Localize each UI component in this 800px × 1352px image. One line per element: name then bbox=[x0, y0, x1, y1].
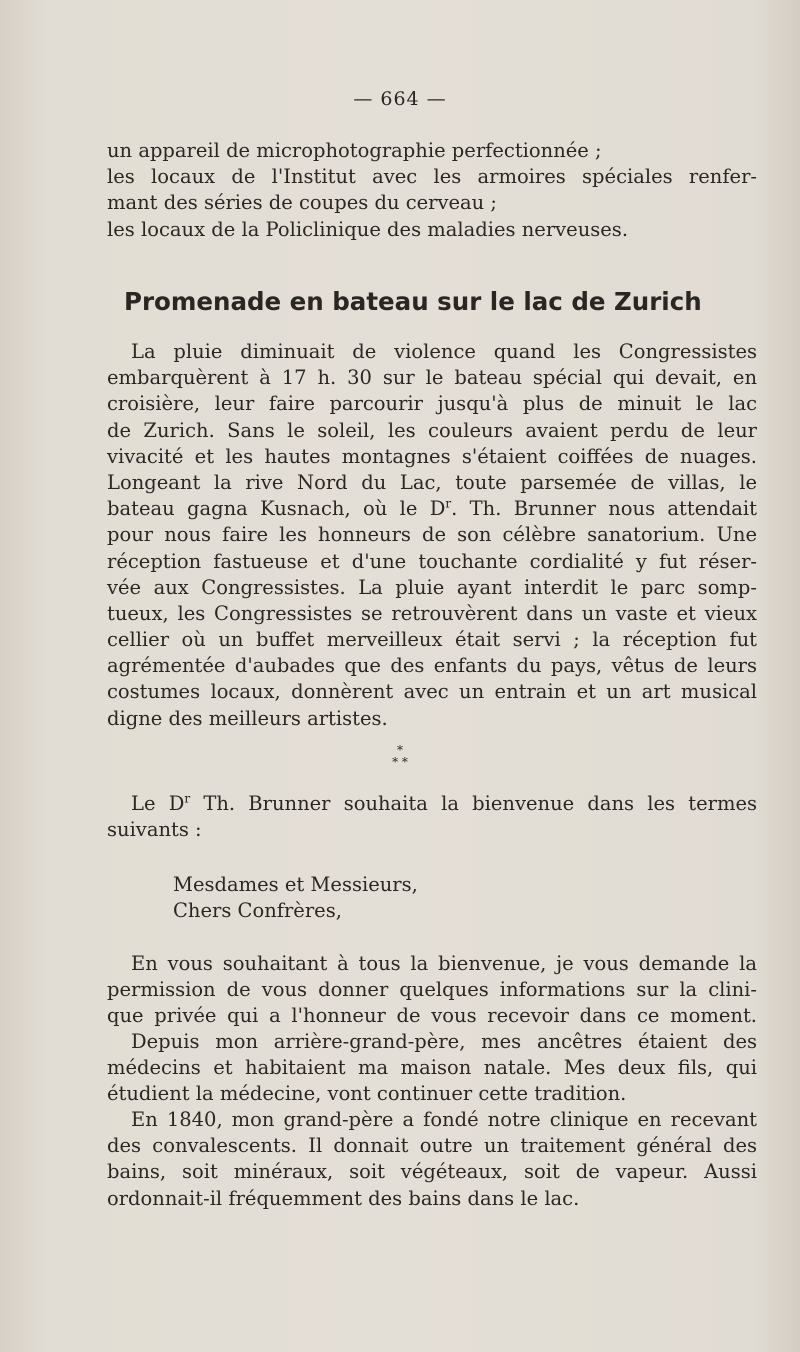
salutation-line: Chers Confrères, bbox=[173, 899, 342, 923]
list-item: un appareil de microphotographie perfectionnée ; bbox=[107, 139, 602, 162]
list-item: mant des séries de coupes du cerveau ; bbox=[107, 191, 497, 215]
paragraph-line: La pluie diminuait de violence quand les Congressistes bbox=[131, 340, 757, 363]
paragraph-line bbox=[107, 791, 757, 817]
intro-list bbox=[107, 138, 757, 243]
paragraph-line: Longeant la rive Nord du Lac, toute parsemée de villas, le bbox=[107, 470, 757, 494]
paragraph-history bbox=[107, 1107, 757, 1212]
paragraph-line: costumes locaux, donnèrent avec un entrain et un art musical bbox=[107, 680, 757, 704]
paragraph-promenade bbox=[107, 339, 757, 732]
paragraph-line: étudient la médecine, vont continuer cette tradition. bbox=[107, 1082, 627, 1106]
paragraph-ancestors bbox=[107, 1029, 757, 1108]
asterism-divider bbox=[0, 744, 800, 768]
superscript: r bbox=[445, 496, 452, 511]
paragraph-line: En 1840, mon grand-père a fondé notre clinique en recevant bbox=[131, 1108, 757, 1131]
paragraph-welcome bbox=[107, 951, 757, 1030]
paragraph-line: que privée qui a l'honneur de vous recevoir dans ce moment. bbox=[107, 1004, 757, 1028]
paragraph-line: ordonnait-il fréquemment des bains dans le lac. bbox=[107, 1186, 580, 1210]
paragraph-line bbox=[107, 496, 757, 522]
superscript: r bbox=[184, 791, 191, 806]
line-text: . Th. Brunner nous attendait bbox=[451, 497, 758, 521]
paragraph-line: de Zurich. Sans le soleil, les couleurs avaient perdu de leur bbox=[107, 418, 757, 442]
line-text: bateau gagna Kusnach, où le D bbox=[107, 497, 446, 521]
paragraph-line: bains, soit minéraux, soit végéteaux, soit de vapeur. Aussi bbox=[107, 1160, 757, 1184]
speech-intro bbox=[107, 791, 757, 843]
paragraph-line: cellier où un buffet merveilleux était servi ; la réception fut bbox=[107, 628, 757, 652]
list-item: les locaux de la Policlinique des maladies nerveuses. bbox=[107, 217, 629, 241]
asterism-top: * bbox=[397, 743, 403, 757]
salutation-line: Mesdames et Messieurs, bbox=[173, 873, 418, 896]
paragraph-line: des convalescents. Il donnait outre un traitement général des bbox=[107, 1134, 757, 1158]
line-text: Le D bbox=[131, 792, 185, 815]
section-heading: Promenade en bateau sur le lac de Zurich bbox=[124, 287, 702, 316]
asterism-bottom: * * bbox=[392, 755, 408, 769]
paragraph-line: embarquèrent à 17 h. 30 sur le bateau spécial qui devait, en bbox=[107, 366, 757, 390]
list-item: les locaux de l'Institut avec les armoires spéciales renfer- bbox=[107, 165, 757, 189]
paragraph-line: médecins et habitaient ma maison natale. Mes deux fils, qui bbox=[107, 1056, 757, 1080]
paragraph-line: agrémentée d'aubades que des enfants du pays, vêtus de leurs bbox=[107, 654, 757, 678]
paragraph-line: permission de vous donner quelques informations sur la clini- bbox=[107, 978, 757, 1002]
paragraph-line: pour nous faire les honneurs de son célèbre sanatorium. Une bbox=[107, 523, 757, 547]
paragraph-line: croisière, leur faire parcourir jusqu'à plus de minuit le lac bbox=[107, 392, 757, 416]
paragraph-line: Depuis mon arrière-grand-père, mes ancêtres étaient des bbox=[131, 1030, 757, 1053]
paragraph-line: digne des meilleurs artistes. bbox=[107, 706, 388, 730]
page-number: — 664 — bbox=[353, 88, 447, 110]
line-text: Th. Brunner souhaita la bienvenue dans les termes bbox=[190, 792, 757, 815]
paragraph-line: suivants : bbox=[107, 818, 202, 842]
salutation bbox=[173, 872, 673, 924]
paragraph-line: En vous souhaitant à tous la bienvenue, je vous demande la bbox=[131, 952, 757, 975]
paragraph-line: vivacité et les hautes montagnes s'étaient coiffées de nuages. bbox=[107, 444, 757, 468]
paragraph-line: réception fastueuse et d'une touchante cordialité y fut réser- bbox=[107, 549, 757, 573]
paragraph-line: tueux, les Congressistes se retrouvèrent dans un vaste et vieux bbox=[107, 601, 757, 625]
paragraph-line: vée aux Congressistes. La pluie ayant interdit le parc somp- bbox=[107, 575, 757, 599]
